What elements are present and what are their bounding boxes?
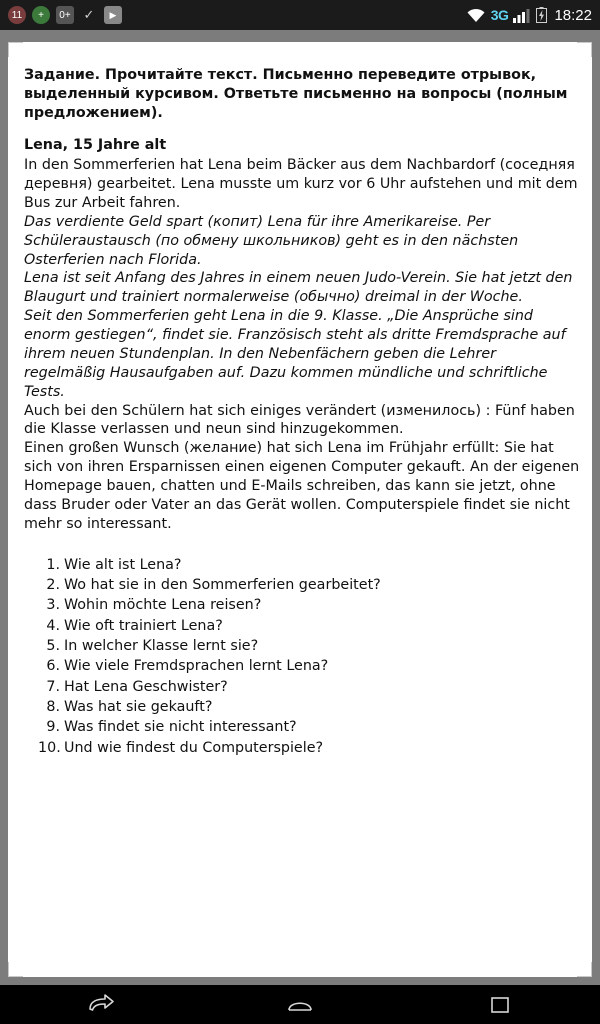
download-complete-icon: ✓ [83, 7, 95, 22]
status-bar-indicators[interactable] [466, 7, 592, 24]
browser-icon: 11 [8, 6, 26, 24]
list-item: Wie alt ist Lena? [64, 556, 182, 573]
paragraph-2-italic: Das verdiente Geld spart (копит) Lena für ihre Amerikareise. Per Schüleraustausch (по обмену школьников) geht es in den nächsten Osterferien nach Florida. [24, 213, 519, 268]
document-content [24, 66, 580, 759]
questions-list [24, 556, 580, 758]
page-corner-bottom-left [8, 962, 23, 977]
list-item: Wo hat sie in den Sommerferien gearbeitet? [64, 576, 381, 593]
app-green-icon: + [32, 6, 50, 24]
task-instruction: Задание. Прочитайте текст. Письменно переведите отрывок, выделенный курсивом. Ответьте письменно на вопросы (полным предложением). [24, 67, 568, 122]
document-viewer[interactable] [0, 30, 600, 985]
wifi-icon [466, 8, 486, 23]
paragraph-1: In den Sommerferien hat Lena beim Bäcker aus dem Nachbardorf (соседняя деревня) gearbeitet. Lena musste um kurz vor 6 Uhr aufstehen und mit dem Bus zur Arbeit fahren. [24, 157, 578, 212]
paragraph-5: Auch bei den Schülern hat sich einiges verändert (изменилось) : Fünf haben die Klasse verlassen und neun sind hinzugekommen. [24, 402, 575, 438]
status-bar-notifications[interactable] [8, 6, 466, 24]
list-item: Was hat sie gekauft? [64, 699, 213, 716]
list-item: Wie viele Fremdsprachen lernt Lena? [64, 658, 329, 675]
system-navigation-bar [0, 985, 600, 1024]
paragraph-3-italic: Lena ist seit Anfang des Jahres in einem neuen Judo-Verein. Sie hat jetzt den Blaugurt und trainiert normalerweise (обычно) dreimal in der Woche. [24, 270, 573, 306]
network-type-label: 3G [490, 7, 509, 23]
paragraph-6: Einen großen Wunsch (желание) hat sich Lena im Frühjahr erfüllt: Sie hat sich von ihren Ersparnissen einen eigenen Computer gekauft. An der eigenen Homepage bauen, chatten und E-Mails schreiben, das kann sie jetzt, ohne dass Bruder oder Vater an das Gerät wollen. Computerspiele findet sie nicht mehr so interessant. [24, 440, 580, 532]
status-bar-clock: 18:22 [554, 6, 592, 24]
list-item: Wie oft trainiert Lena? [64, 617, 223, 634]
list-item: Was findet sie nicht interessant? [64, 719, 297, 736]
youtube-icon: ▶ [104, 6, 122, 24]
battery-icon [536, 7, 547, 23]
list-item: Und wie findest du Computerspiele? [64, 739, 324, 756]
list-item: In welcher Klasse lernt sie? [64, 637, 259, 654]
page-corner-top-right [577, 42, 592, 57]
signal-bars-icon [513, 8, 531, 23]
home-button[interactable] [265, 985, 335, 1024]
back-button[interactable] [65, 985, 135, 1024]
text-heading: Lena, 15 Jahre alt [24, 137, 167, 154]
screenshot-icon: 0+ [56, 6, 74, 24]
status-bar [0, 0, 600, 30]
recent-apps-button[interactable] [465, 985, 535, 1024]
list-item: Hat Lena Geschwister? [64, 678, 228, 695]
paragraph-4-italic: Seit den Sommerferien geht Lena in die 9. Klasse. „Die Ansprüche sind enorm gestiegen“, findet sie. Französisch steht als dritte Fremdsprache auf ihrem neuen Stundenplan. In den Nebenfächern geben die Lehrer regelmäßig Hausaufgaben auf. Dazu kommen mündliche und schriftliche Tests. [24, 308, 566, 400]
list-item: Wohin möchte Lena reisen? [64, 597, 262, 614]
scanned-page [8, 42, 592, 977]
